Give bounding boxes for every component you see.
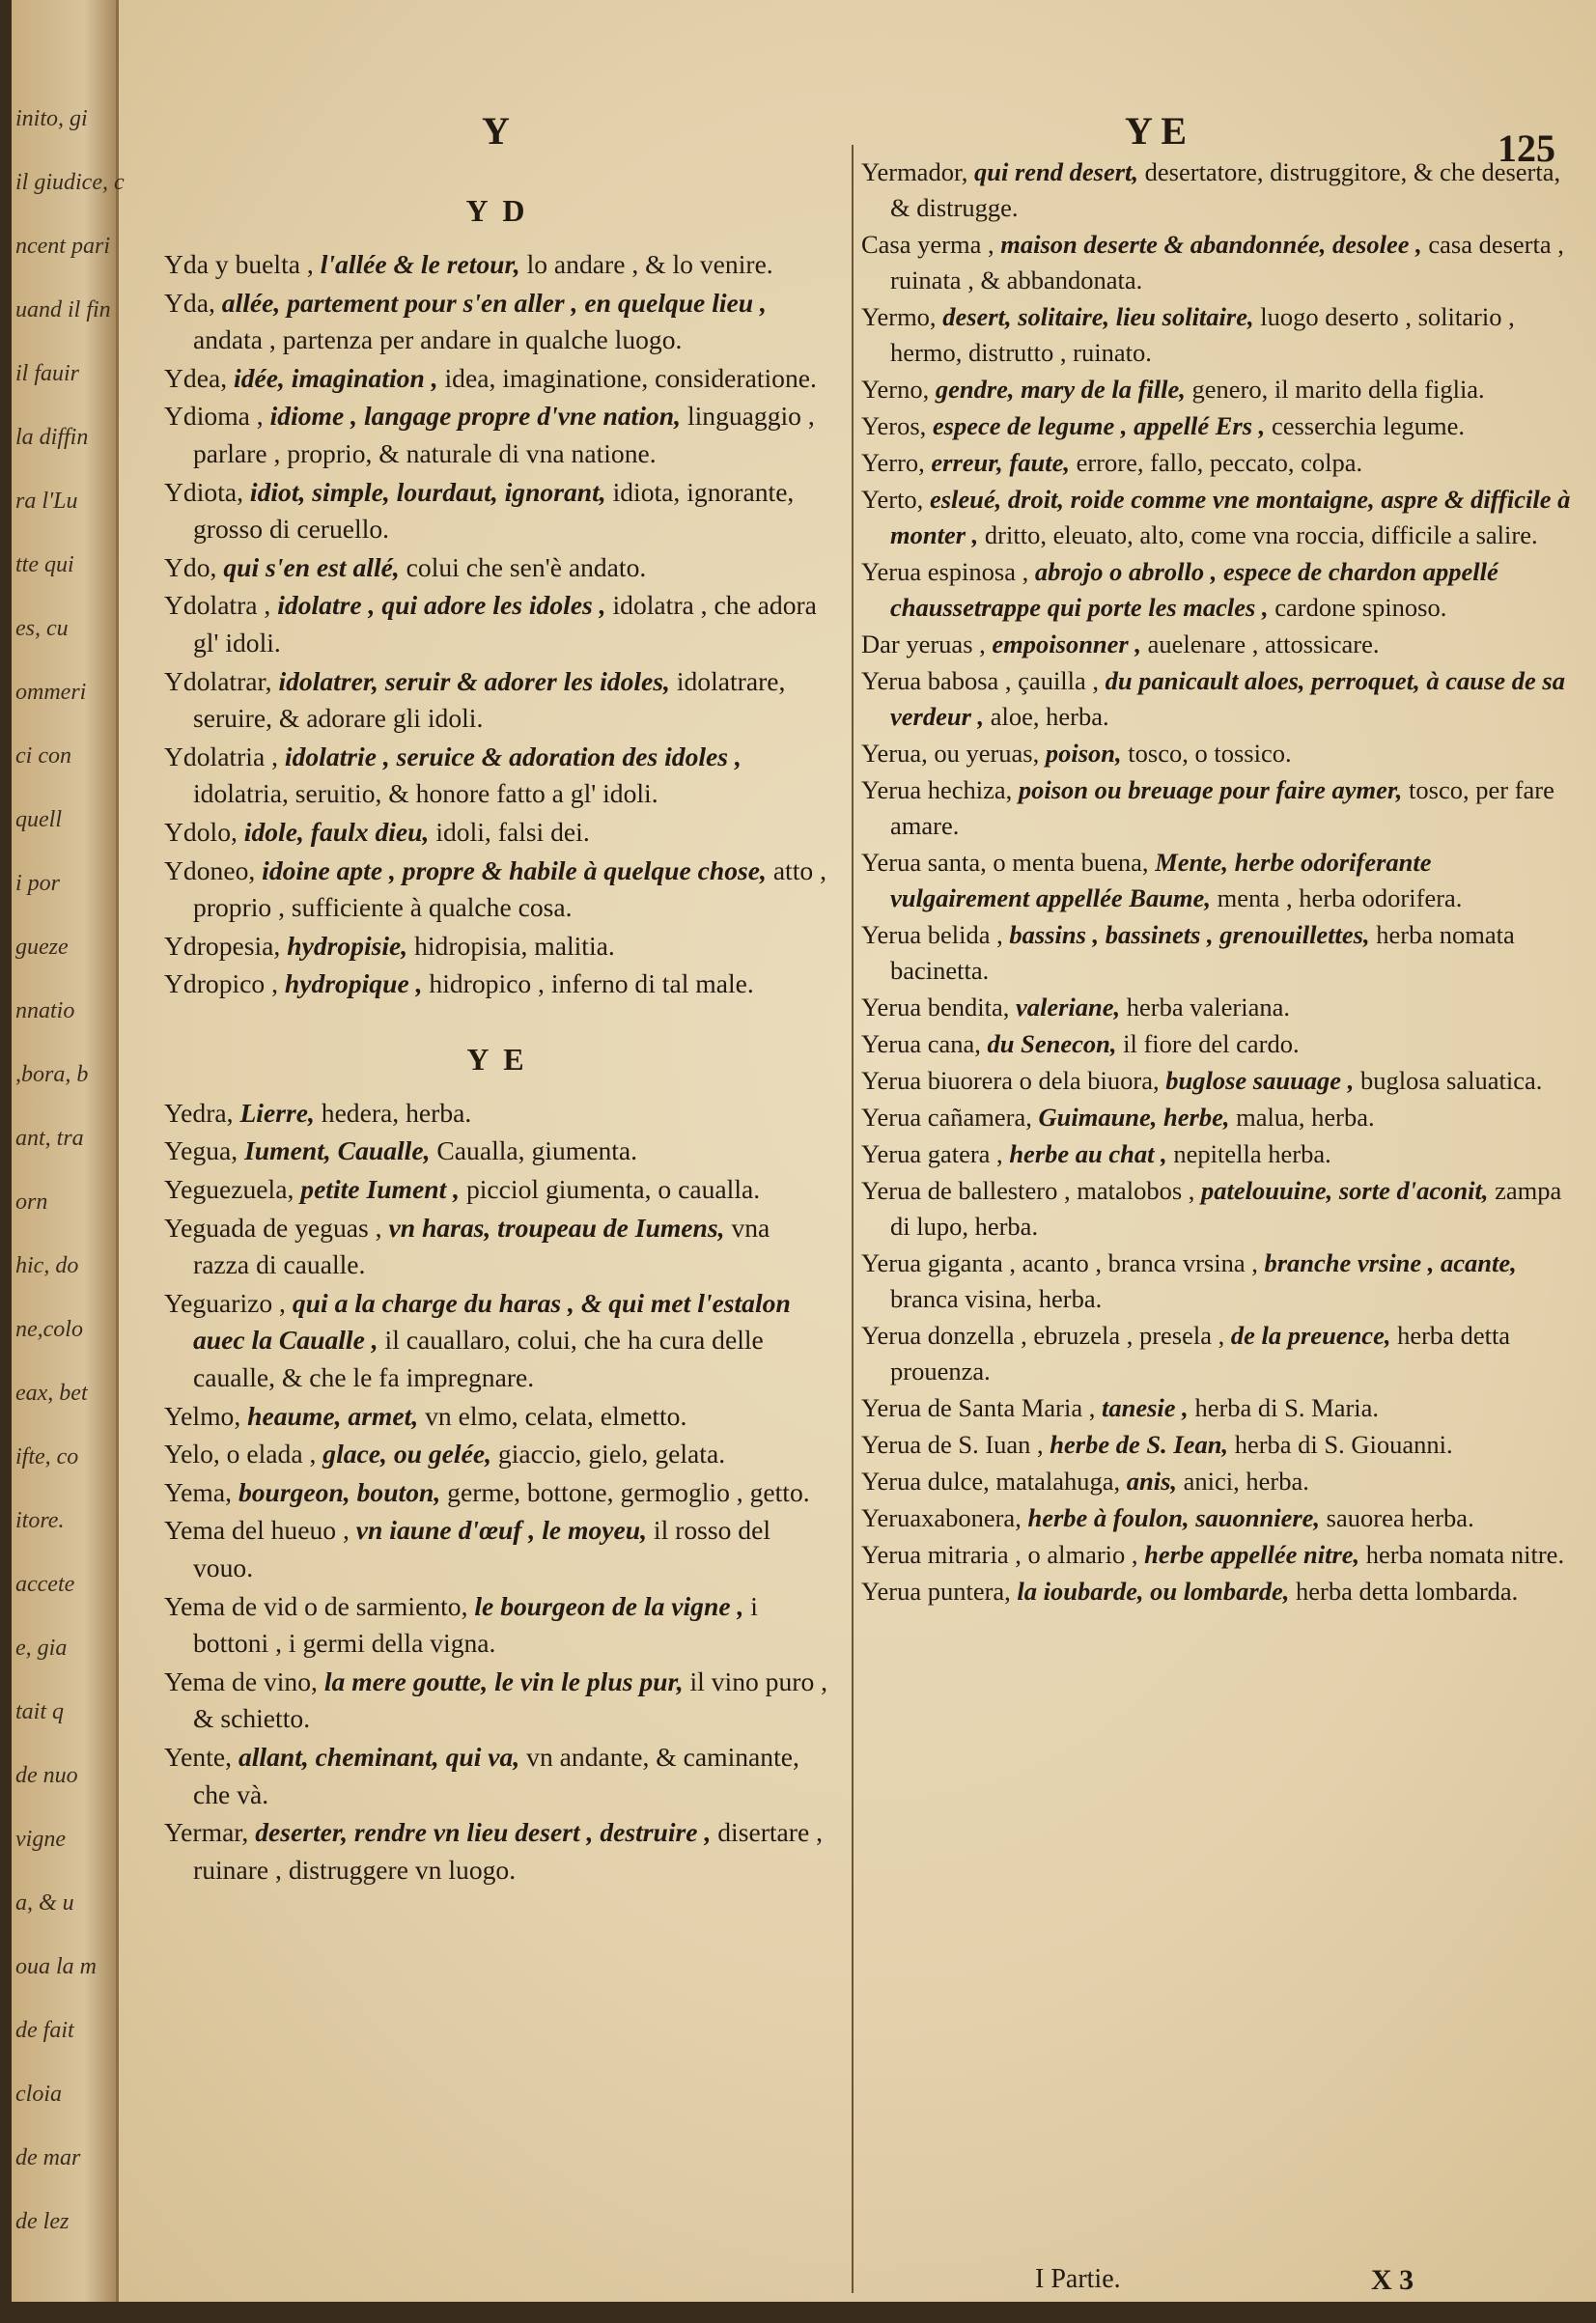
italian-gloss: branca visina, herba. (890, 1284, 1103, 1313)
dictionary-entry (861, 736, 1576, 771)
dictionary-entry (164, 1171, 830, 1209)
french-gloss: erreur, faute, (931, 448, 1070, 477)
headword: Yema, (164, 1476, 233, 1507)
margin-fragment: accete (15, 1572, 75, 1597)
italian-gloss: Caualla, giumenta. (436, 1135, 638, 1166)
italian-gloss: hidropico , inferno di tal male. (429, 968, 754, 999)
headword: Yermar, (164, 1817, 249, 1848)
headword: Ydolatra , (164, 590, 271, 621)
headword: Yerua mitraria , o almario , (861, 1540, 1138, 1569)
dictionary-entry (861, 917, 1576, 989)
headword: Yelmo, (164, 1400, 241, 1431)
headword: Ydoneo, (164, 854, 256, 885)
margin-fragment: e, gia (15, 1636, 68, 1661)
french-gloss: poison ou breuage pour faire aymer, (1018, 775, 1403, 804)
italian-gloss: luogo deserto , solitario , hermo, distrutto , ruinato. (890, 302, 1515, 367)
french-gloss: la ioubarde, ou lombarde, (1017, 1577, 1290, 1606)
margin-fragment: ncent pari (15, 234, 110, 259)
headword: Yeros, (861, 411, 927, 440)
margin-fragment: ne,colo (15, 1317, 83, 1342)
italian-gloss: dritto, eleuato, alto, come vna roccia, difficile a salire. (984, 520, 1538, 549)
italian-gloss: linguaggio , parlare , proprio, & naturale di vna natione. (193, 401, 815, 468)
french-gloss: desert, solitaire, lieu solitaire, (942, 302, 1254, 331)
dictionary-entry (861, 772, 1576, 844)
headword: Ydropico , (164, 968, 279, 999)
headword: Yerua giganta , acanto , branca vrsina , (861, 1248, 1258, 1277)
dictionary-entry (164, 1133, 830, 1170)
french-gloss: branche vrsine , acante, (1264, 1248, 1517, 1277)
dictionary-entry (861, 154, 1576, 226)
dictionary-entry (164, 587, 830, 661)
headword: Casa yerma , (861, 230, 994, 259)
italian-gloss: hedera, herba. (321, 1097, 472, 1128)
dictionary-entry (861, 1500, 1576, 1536)
french-gloss: Mente, herbe odoriferante vulgairement appellée Baume, (890, 848, 1432, 912)
dictionary-entry (861, 299, 1576, 371)
italian-gloss: vna razza di caualle. (193, 1212, 770, 1280)
french-gloss: herbe à foulon, sauonniere, (1027, 1503, 1321, 1532)
italian-gloss: giaccio, gielo, gelata. (497, 1439, 726, 1469)
french-gloss: bourgeon, bouton, (238, 1476, 441, 1507)
italian-gloss: disertare , ruinare , distruggere vn luogo. (193, 1817, 824, 1885)
italian-gloss: herba nomata bacinetta. (890, 920, 1515, 985)
italian-gloss: idolatrare, seruire, & adorare gli idoli. (193, 665, 786, 734)
italian-gloss: errore, fallo, peccato, colpa. (1076, 448, 1363, 477)
headword: Yema del hueuo , (164, 1515, 350, 1546)
italian-gloss: anici, herba. (1183, 1467, 1309, 1496)
headword: Yeguezuela, (164, 1174, 294, 1205)
french-gloss: idiome , langage propre d'vne nation, (269, 401, 682, 432)
headword: Yeguada de yeguas , (164, 1212, 382, 1243)
dictionary-entry (861, 1173, 1576, 1245)
section-title: Y E (466, 1041, 528, 1077)
headword: Yelo, o elada , (164, 1439, 317, 1469)
italian-gloss: atto , proprio , sufficiente à qualche cosa. (193, 854, 826, 923)
italian-gloss: idolatria, seruitio, & honore fatto a gl' idoli. (193, 778, 658, 809)
margin-fragment: ,bora, b (15, 1062, 89, 1087)
headword: Yerua babosa , çauilla , (861, 666, 1100, 695)
headword: Yeguarizo , (164, 1287, 286, 1318)
headword: Yeruaxabonera, (861, 1503, 1022, 1532)
headword: Ydioma , (164, 401, 264, 432)
italian-gloss: herba valeriana. (1126, 993, 1290, 1022)
french-gloss: la mere goutte, le vin le plus pur, (323, 1665, 684, 1696)
french-gloss: vn iaune d'œuf , le moyeu, (355, 1515, 648, 1546)
margin-fragment: uand il fin (15, 297, 111, 322)
french-gloss: idolatre , qui adore les idoles , (277, 590, 606, 621)
previous-page-edge (12, 0, 125, 2302)
italian-gloss: malua, herba. (1236, 1103, 1375, 1132)
french-gloss: empoisonner , (992, 630, 1141, 658)
french-gloss: herbe de S. Iean, (1050, 1430, 1229, 1459)
italian-gloss: hidropisia, malitia. (414, 930, 615, 961)
french-gloss: le bourgeon de la vigne , (474, 1590, 744, 1621)
margin-fragment: de mar (15, 2145, 81, 2170)
headword: Yermador, (861, 157, 968, 186)
margin-fragment: orn (15, 1189, 48, 1215)
italian-gloss: zampa di lupo, herba. (890, 1176, 1562, 1241)
dictionary-entry (164, 966, 830, 1003)
right-running-head: Y E (1125, 109, 1188, 153)
dictionary-entry (164, 1210, 830, 1284)
headword: Yerua espinosa , (861, 557, 1029, 586)
margin-fragment: vigne (15, 1827, 66, 1852)
right-column (861, 154, 1576, 1610)
margin-fragment: de lez (15, 2209, 70, 2234)
italian-gloss: idolatra , che adora gl' idoli. (193, 590, 817, 658)
dictionary-entry (164, 1474, 830, 1512)
dictionary-entry (164, 549, 830, 587)
dictionary-entry (861, 554, 1576, 626)
footer-part-label: I Partie. (1035, 2264, 1121, 2294)
dictionary-entry (164, 1739, 830, 1813)
french-gloss: deserter, rendre vn lieu desert , destruire , (255, 1817, 712, 1848)
dictionary-entry (164, 246, 830, 284)
headword: Yerua de S. Iuan , (861, 1430, 1044, 1459)
margin-fragment: ifte, co (15, 1444, 79, 1469)
italian-gloss: andata , partenza per andare in qualche luogo. (193, 324, 683, 355)
french-gloss: idée, imagination , (234, 362, 438, 393)
margin-fragment: es, cu (15, 616, 69, 641)
italian-gloss: picciol giumenta, o caualla. (465, 1174, 761, 1205)
dictionary-entry (861, 1464, 1576, 1499)
french-gloss: maison deserte & abandonnée, desolee , (1000, 230, 1422, 259)
italian-gloss: tosco, o tossico. (1128, 739, 1292, 768)
french-gloss: idiot, simple, lourdaut, ignorant, (249, 476, 606, 507)
dictionary-entry (164, 285, 830, 359)
margin-fragment: il giudice, c (15, 170, 125, 195)
italian-gloss: sauorea herba. (1326, 1503, 1474, 1532)
margin-fragment: la diffin (15, 425, 89, 450)
headword: Yda, (164, 287, 215, 318)
margin-fragment: ci con (15, 743, 71, 769)
headword: Yda y buelta , (164, 249, 314, 279)
headword: Yerua santa, o menta buena, (861, 848, 1149, 877)
headword: Yerua biuorera o dela biuora, (861, 1066, 1160, 1095)
dictionary-entry (861, 482, 1576, 553)
dictionary-entry (164, 1814, 830, 1889)
headword: Yerro, (861, 448, 925, 477)
dictionary-entry (164, 739, 830, 813)
headword: Yerto, (861, 485, 924, 514)
italian-gloss: buglosa saluatica. (1359, 1066, 1543, 1095)
margin-fragment: inito, gi (15, 106, 88, 131)
headword: Yerua, ou yeruas, (861, 739, 1040, 768)
french-gloss: tanesie , (1102, 1393, 1189, 1422)
dictionary-entry (164, 853, 830, 927)
margin-fragment: itore. (15, 1508, 65, 1533)
french-gloss: qui a la charge du haras , & qui met l'estalon auec la Caualle , (193, 1287, 791, 1356)
section-title: Y D (465, 193, 529, 228)
headword: Yema de vid o de sarmiento, (164, 1590, 468, 1621)
dictionary-entry (861, 1100, 1576, 1135)
dictionary-entry (164, 1285, 830, 1397)
headword: Yedra, (164, 1097, 234, 1128)
margin-fragment: nnatio (15, 998, 75, 1023)
margin-fragment: gueze (15, 935, 69, 960)
french-gloss: qui s'en est allé, (223, 551, 400, 582)
headword: Yerua belida , (861, 920, 1003, 949)
dictionary-entry (164, 398, 830, 472)
dictionary-entry (861, 372, 1576, 407)
italian-gloss: menta , herba odorifera. (1217, 883, 1463, 912)
footer-signature: X 3 (1371, 2264, 1414, 2296)
italian-gloss: il fiore del cardo. (1123, 1029, 1300, 1058)
french-gloss: idolatrer, seruir & adorer les idoles, (278, 665, 670, 696)
french-gloss: Lierre, (239, 1097, 315, 1128)
headword: Ydolatria , (164, 741, 279, 771)
french-gloss: herbe appellée nitre, (1144, 1540, 1360, 1569)
dictionary-entry (861, 845, 1576, 916)
headword: Yermo, (861, 302, 937, 331)
italian-gloss: idoli, falsi dei. (435, 816, 590, 847)
dictionary-entry (861, 1245, 1576, 1317)
headword: Yerua cana, (861, 1029, 981, 1058)
french-gloss: idoine apte , propre & habile à quelque chose, (262, 854, 767, 885)
dictionary-entry (164, 474, 830, 548)
italian-gloss: germe, bottone, germoglio , getto. (447, 1476, 810, 1507)
italian-gloss: il rosso del vouo. (193, 1515, 771, 1582)
french-gloss: anis, (1126, 1467, 1178, 1496)
french-gloss: poison, (1045, 739, 1122, 768)
dictionary-entry (861, 1026, 1576, 1062)
left-column (164, 154, 830, 1889)
french-gloss: glace, ou gelée, (322, 1439, 491, 1469)
headword: Yegua, (164, 1135, 238, 1166)
dictionary-entry (164, 1436, 830, 1473)
dictionary-entry (164, 360, 830, 398)
dictionary-entry (861, 1537, 1576, 1573)
french-gloss: gendre, mary de la fille, (935, 375, 1186, 404)
french-gloss: patelouuine, sorte d'aconit, (1201, 1176, 1489, 1205)
italian-gloss: casa deserta , ruinata , & abbandonata. (890, 230, 1564, 294)
margin-fragment: tait q (15, 1699, 65, 1724)
margin-fragment: ra l'Lu (15, 489, 78, 514)
margin-fragment: quell (15, 807, 62, 832)
french-gloss: herbe au chat , (1009, 1139, 1167, 1168)
margin-fragment: de nuo (15, 1763, 78, 1788)
margin-fragment: eax, bet (15, 1381, 88, 1406)
french-gloss: du Senecon, (987, 1029, 1117, 1058)
margin-fragment: hic, do (15, 1253, 79, 1278)
italian-gloss: colui che sen'è andato. (406, 551, 647, 582)
dictionary-entry (861, 990, 1576, 1025)
italian-gloss: il vino puro , & schietto. (193, 1665, 828, 1734)
dictionary-entry (861, 1318, 1576, 1389)
headword: Yerua puntera, (861, 1577, 1011, 1606)
french-gloss: du panicault aloes, perroquet, à cause de sa verdeur , (890, 666, 1565, 731)
french-gloss: allant, cheminant, qui va, (238, 1741, 520, 1772)
headword: Yerno, (861, 375, 930, 404)
dictionary-entry (861, 1136, 1576, 1172)
dictionary-entry (164, 1398, 830, 1436)
margin-fragment: a, & u (15, 1890, 74, 1916)
dictionary-entry (861, 1063, 1576, 1099)
french-gloss: idole, faulx dieu, (243, 816, 430, 847)
book-page (12, 0, 1596, 2302)
french-gloss: l'allée & le retour, (320, 249, 520, 279)
headword: Yerua cañamera, (861, 1103, 1032, 1132)
headword: Ydolatrar, (164, 665, 272, 696)
dictionary-entry (861, 1390, 1576, 1426)
headword: Ydropesia, (164, 930, 281, 961)
margin-fragment: ant, tra (15, 1126, 84, 1151)
italian-gloss: idiota, ignorante, grosso di ceruello. (193, 476, 795, 545)
margin-fragment: ommeri (15, 680, 87, 705)
italian-gloss: vn andante, & caminante, che và. (193, 1741, 799, 1809)
headword: Yerua de ballestero , matalobos , (861, 1176, 1195, 1205)
headword: Yerua hechiza, (861, 775, 1013, 804)
italian-gloss: herba detta prouenza. (890, 1321, 1511, 1385)
italian-gloss: herba di S. Maria. (1194, 1393, 1380, 1422)
dictionary-entry (164, 1588, 830, 1663)
italian-gloss: desertatore, distruggitore, & che deserta, & distrugge. (890, 157, 1561, 222)
dictionary-entry (861, 663, 1576, 735)
italian-gloss: cesserchia legume. (1271, 411, 1466, 440)
french-gloss: valeriane, (1015, 993, 1121, 1022)
french-gloss: Iument, Caualle, (244, 1135, 431, 1166)
headword: Yerua de Santa Maria , (861, 1393, 1096, 1422)
french-gloss: buglose sauuage , (1165, 1066, 1355, 1095)
dictionary-entry (164, 1512, 830, 1586)
headword: Yerua gatera , (861, 1139, 1003, 1168)
french-gloss: allée, partement pour s'en aller , en quelque lieu , (221, 287, 767, 318)
dictionary-entry (164, 928, 830, 966)
italian-gloss: auelenare , attossicare. (1147, 630, 1380, 658)
margin-fragment: de fait (15, 2018, 74, 2043)
margin-fragment: oua la m (15, 1954, 97, 1979)
italian-gloss: aloe, herba. (990, 702, 1109, 731)
dictionary-entry (164, 1095, 830, 1133)
french-gloss: esleué, droit, roide comme vne montaigne, aspre & difficile à monter , (890, 485, 1571, 549)
french-gloss: Guimaune, herbe, (1038, 1103, 1230, 1132)
italian-gloss: il cauallaro, colui, che ha cura delle caualle, & che le fa impregnare. (193, 1325, 764, 1393)
dictionary-entry (164, 814, 830, 852)
french-gloss: idolatrie , seruice & adoration des idoles , (284, 741, 742, 771)
headword: Ydea, (164, 362, 228, 393)
french-gloss: heaume, armet, (247, 1400, 419, 1431)
margin-fragment: tte qui (15, 552, 74, 577)
left-running-head: Y (482, 109, 510, 153)
margin-fragment: i por (15, 871, 61, 896)
dictionary-entry (861, 227, 1576, 298)
french-gloss: petite Iument , (300, 1174, 461, 1205)
french-gloss: vn haras, troupeau de Iumens, (388, 1212, 725, 1243)
italian-gloss: i bottoni , i germi della vigna. (193, 1590, 758, 1659)
headword: Yerua dulce, matalahuga, (861, 1467, 1121, 1496)
headword: Ydolo, (164, 816, 238, 847)
headword: Yerua bendita, (861, 993, 1010, 1022)
italian-gloss: vn elmo, celata, elmetto. (425, 1400, 687, 1431)
dictionary-entry (861, 445, 1576, 481)
headword: Dar yeruas , (861, 630, 986, 658)
headword: Ydiota, (164, 476, 243, 507)
headword: Yerua donzella , ebruzela , presela , (861, 1321, 1225, 1350)
dictionary-entry (164, 663, 830, 738)
italian-gloss: cardone spinoso. (1274, 593, 1447, 622)
french-gloss: bassins , bassinets , grenouillettes, (1009, 920, 1370, 949)
french-gloss: hydropique , (284, 968, 423, 999)
margin-fragment: cloia (15, 2082, 62, 2107)
italian-gloss: herba nomata nitre. (1365, 1540, 1565, 1569)
italian-gloss: genero, il marito della figlia. (1191, 375, 1485, 404)
headword: Yente, (164, 1741, 233, 1772)
margin-fragment: il fauir (15, 361, 80, 386)
column-divider (852, 145, 854, 2293)
italian-gloss: herba detta lombarda. (1296, 1577, 1519, 1606)
dictionary-entry (164, 1664, 830, 1738)
page-number: 125 (1498, 126, 1555, 170)
dictionary-entry (861, 627, 1576, 662)
italian-gloss: lo andare , & lo venire. (526, 249, 773, 279)
dictionary-entry (861, 1427, 1576, 1463)
italian-gloss: tosco, per fare amare. (890, 775, 1554, 840)
french-gloss: abrojo o abrollo , espece de chardon appellé chaussetrappe qui porte les macles , (890, 557, 1498, 622)
french-gloss: de la preuence, (1230, 1321, 1391, 1350)
dictionary-entry (861, 408, 1576, 444)
dictionary-entry (861, 1574, 1576, 1609)
french-gloss: hydropisie, (287, 930, 408, 961)
headword: Yema de vino, (164, 1665, 318, 1696)
french-gloss: qui rend desert, (973, 157, 1139, 186)
italian-gloss: nepitella herba. (1173, 1139, 1331, 1168)
italian-gloss: idea, imaginatione, consideratione. (444, 362, 817, 393)
italian-gloss: herba di S. Giouanni. (1234, 1430, 1453, 1459)
french-gloss: espece de legume , appellé Ers , (932, 411, 1266, 440)
headword: Ydo, (164, 551, 217, 582)
